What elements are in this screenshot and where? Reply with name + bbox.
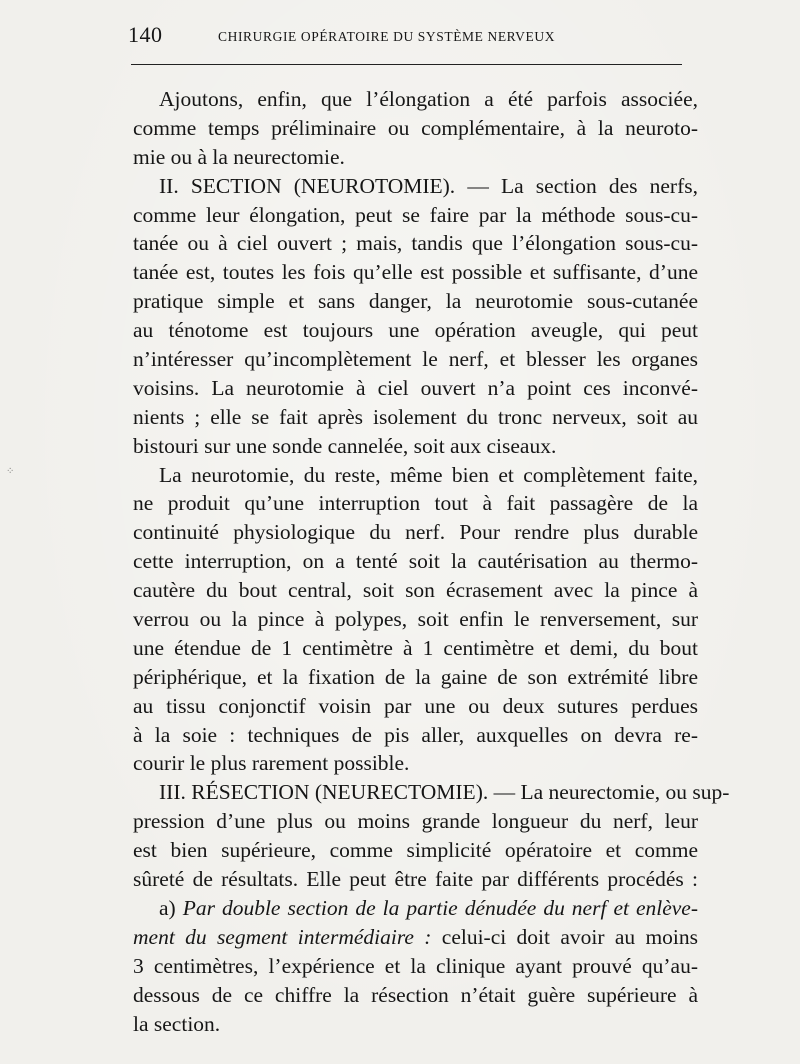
text-line: tanée ou à ciel ouvert ; mais, tandis que l’élongation sous-cu- bbox=[133, 231, 698, 256]
italic-phrase: ment du segment intermédiaire : bbox=[133, 924, 432, 949]
text-line: au ténotome est toujours une opération aveugle, qui peut bbox=[133, 318, 698, 343]
text-line: tanée est, toutes les fois qu’elle est possible et suffisante, d’une bbox=[133, 260, 698, 285]
text-line: comme leur élongation, peut se faire par la méthode sous-cu- bbox=[133, 202, 698, 227]
text-line: une étendue de 1 centimètre à 1 centimètre et demi, du bout bbox=[133, 635, 698, 660]
text-line: Ajoutons, enfin, que l’élongation a été parfois associée, bbox=[159, 87, 698, 111]
text-line: courir le plus rarement possible. bbox=[133, 751, 410, 776]
text-line: pratique simple et sans danger, la neurotomie sous-cutanée bbox=[133, 289, 698, 314]
header-rule bbox=[131, 64, 682, 65]
text-line: au tissu conjonctif voisin par une ou deux sutures perdues bbox=[133, 693, 698, 718]
text-line: dessous de ce chiffre la résection n’était guère supérieure à bbox=[133, 982, 698, 1007]
text-line: bistouri sur une sonde cannelée, soit aux ciseaux. bbox=[133, 433, 557, 458]
running-title: CHIRURGIE OPÉRATOIRE DU SYSTÈME NERVEUX bbox=[218, 29, 556, 44]
text-line: La neurotomie, du reste, même bien et complètement faite, bbox=[159, 462, 698, 487]
text-line bbox=[133, 923, 698, 952]
page-number: 140 bbox=[128, 22, 163, 47]
text-run: celui-ci doit avoir au moins bbox=[431, 924, 699, 949]
text-line: cautère du bout central, soit son écrasement avec la pince à bbox=[133, 578, 698, 603]
text-line: voisins. La neurotomie à ciel ouvert n’a point ces inconvé- bbox=[133, 375, 698, 400]
text-line: comme temps préliminaire ou complémentaire, à la neuroto- bbox=[133, 115, 698, 140]
text-line: pression d’une plus ou moins grande longueur du nerf, leur bbox=[133, 809, 698, 834]
text-line: à la soie : techniques de pis aller, auxquelles on devra re- bbox=[133, 722, 698, 747]
text-line: mie ou à la neurectomie. bbox=[133, 144, 345, 169]
text-line: verrou ou la pince à polypes, soit enfin le renversement, sur bbox=[133, 607, 698, 632]
text-line: continuité physiologique du nerf. Pour rendre plus durable bbox=[133, 520, 698, 545]
text-line: cette interruption, on a tenté soit la cautérisation au thermo- bbox=[133, 549, 698, 574]
text-line bbox=[133, 894, 698, 923]
text-line: la section. bbox=[133, 1011, 221, 1036]
body-text bbox=[133, 85, 730, 1038]
text-line: nients ; elle se fait après isolement du tronc nerveux, soit au bbox=[133, 404, 698, 429]
text-line: périphérique, et la fixation de la gaine de son extrémité libre bbox=[133, 664, 698, 689]
text-line: sûreté de résultats. Elle peut être faite par différents procédés : bbox=[133, 867, 698, 892]
running-head bbox=[128, 22, 688, 52]
text-line: n’intéresser qu’incomplètement le nerf, et blesser les organes bbox=[133, 347, 698, 372]
text-line: est bien supérieure, comme simplicité opératoire et comme bbox=[133, 838, 698, 863]
text-line: ne produit qu’une interruption tout à fait passagère de la bbox=[133, 491, 698, 516]
italic-phrase: Par double section de la partie dénudée du nerf et enlève- bbox=[182, 895, 699, 920]
list-marker: a) bbox=[159, 895, 183, 920]
section-heading-line: III. RÉSECTION (NEURECTOMIE). — La neurectomie, ou sup- bbox=[159, 780, 730, 805]
section-heading-line: II. SECTION (NEUROTOMIE). — La section des nerfs, bbox=[159, 173, 698, 198]
margin-speck: ⁘ bbox=[6, 466, 15, 477]
text-line: 3 centimètres, l’expérience et la clinique ayant prouvé qu’au- bbox=[133, 953, 698, 978]
